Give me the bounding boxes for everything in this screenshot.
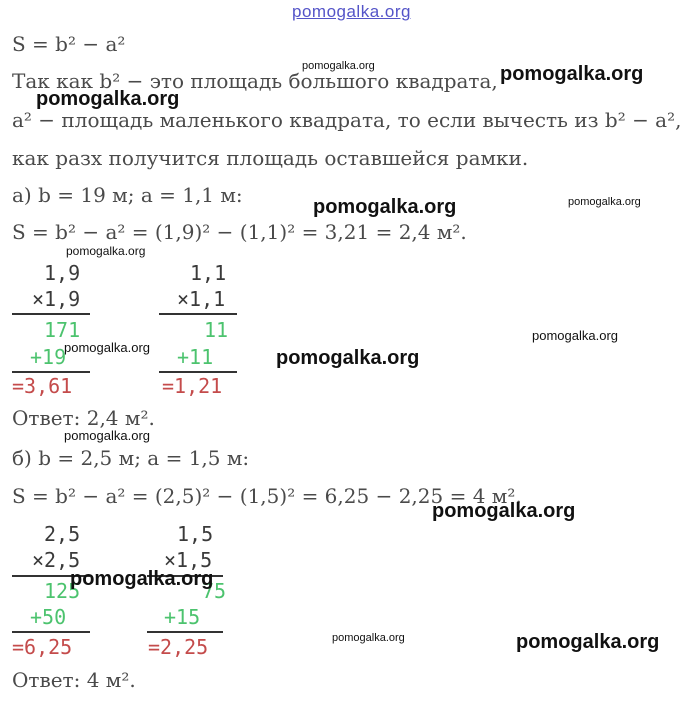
calc-b1-top: 2,5 xyxy=(44,522,81,546)
calc-a2-multiplier: ×1,1 xyxy=(177,287,226,311)
part-b-calculation: S = b² − a² = (2,5)² − (1,5)² = 6,25 − 2,25 = 4 м². xyxy=(12,484,522,508)
calc-a2-partial-1: 11 xyxy=(204,318,229,342)
calc-b2-partial-1: 75 xyxy=(202,579,227,603)
calc-b2-partial-2: +15 xyxy=(164,605,201,629)
calc-a1-top: 1,9 xyxy=(44,261,81,285)
calc-b1-multiplier: ×2,5 xyxy=(32,548,81,572)
part-a-condition: а) b = 19 м; a = 1,1 м: xyxy=(12,183,243,207)
calc-b1-partial-1: 125 xyxy=(44,579,81,603)
explanation-line: Так как b² − это площадь большого квадрата, xyxy=(12,69,498,93)
watermark: pomogalka.org xyxy=(532,328,618,343)
watermark: pomogalka.org xyxy=(516,631,660,653)
calc-b1-result: =6,25 xyxy=(12,635,73,659)
watermark: pomogalka.org xyxy=(66,244,146,258)
calc-b2-top: 1,5 xyxy=(177,522,214,546)
answer-b: Ответ: 4 м². xyxy=(12,668,136,692)
part-b-condition: б) b = 2,5 м; a = 1,5 м: xyxy=(12,446,250,470)
calc-a1-partial-1: 171 xyxy=(44,318,81,342)
calc-b2-result: =2,25 xyxy=(148,635,209,659)
watermark-top: pomogalka.org xyxy=(292,2,411,21)
watermark: pomogalka.org xyxy=(313,196,457,218)
watermark: pomogalka.org xyxy=(500,63,644,85)
watermark: pomogalka.org xyxy=(432,500,576,522)
calc-a1-rule xyxy=(12,313,90,315)
part-a-calculation: S = b² − a² = (1,9)² − (1,1)² = 3,21 = 2,4 м². xyxy=(12,220,467,244)
watermark: pomogalka.org xyxy=(36,88,180,110)
watermark: pomogalka.org xyxy=(64,340,150,355)
calc-a1-multiplier: ×1,9 xyxy=(32,287,81,311)
watermark: pomogalka.org xyxy=(332,632,405,644)
calc-a1-partial-2: +19 xyxy=(30,345,67,369)
watermark: pomogalka.org xyxy=(64,428,150,443)
calc-a2-result: =1,21 xyxy=(162,374,223,398)
calc-a1-result: =3,61 xyxy=(12,374,73,398)
calc-a2-top: 1,1 xyxy=(190,261,227,285)
watermark: pomogalka.org xyxy=(70,568,214,590)
formula-line: S = b² − a² xyxy=(12,32,126,56)
answer-a: Ответ: 2,4 м². xyxy=(12,406,155,430)
calc-b2-multiplier: ×1,5 xyxy=(164,548,213,572)
calc-a2-partial-2: +11 xyxy=(177,345,214,369)
explanation-line: как разх получится площадь оставшейся рамки. xyxy=(12,146,529,170)
watermark: pomogalka.org xyxy=(568,196,641,208)
calc-b1-partial-2: +50 xyxy=(30,605,67,629)
calc-a2-rule xyxy=(159,313,237,315)
watermark: pomogalka.org xyxy=(302,60,375,72)
watermark: pomogalka.org xyxy=(276,347,420,369)
explanation-line: a² − площадь маленького квадрата, то если вычесть из b² − a², xyxy=(12,108,682,132)
